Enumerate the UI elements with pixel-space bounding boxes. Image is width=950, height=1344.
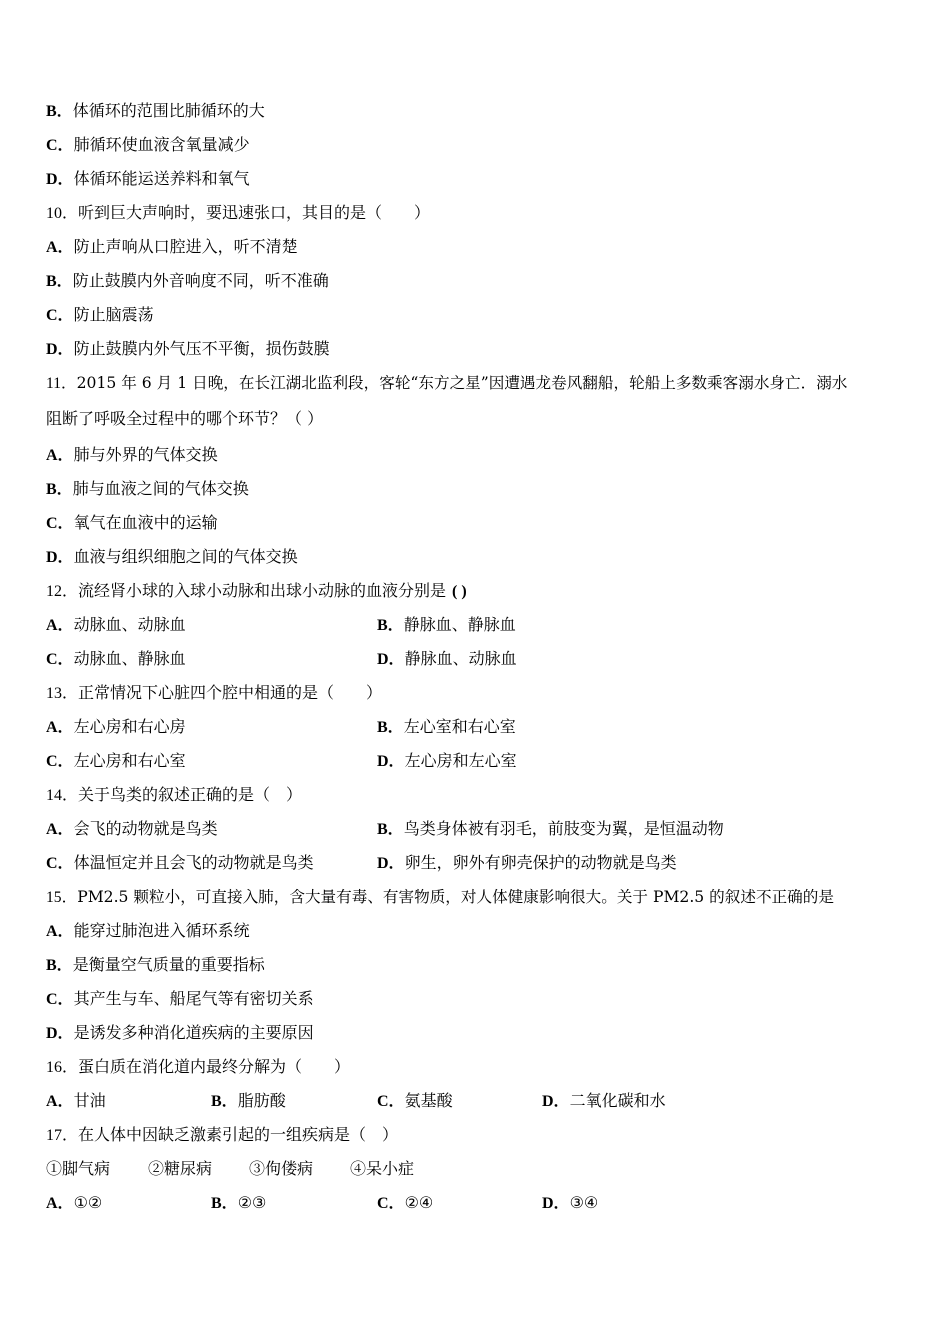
option-text: 血液与组织细胞之间的气体交换 bbox=[73, 547, 298, 566]
option-text: 能穿过肺泡进入循环系统 bbox=[73, 921, 250, 940]
q14-stem bbox=[46, 778, 302, 812]
q16-option-d bbox=[542, 1084, 666, 1118]
q11-stem-line2 bbox=[46, 402, 323, 436]
option-text: ③④ bbox=[569, 1193, 599, 1212]
question-number: 12． bbox=[46, 583, 79, 600]
option-label: C． bbox=[377, 1195, 405, 1212]
option-label: A． bbox=[46, 923, 74, 940]
option-text: 体温恒定并且会飞的动物就是鸟类 bbox=[73, 853, 314, 872]
q14-option-a bbox=[46, 812, 218, 846]
question-text: 在人体中因缺乏激素引起的一组疾病是（ ） bbox=[78, 1125, 399, 1144]
q15-option-c bbox=[46, 982, 314, 1016]
question-text: 听到巨大声响时，要迅速张口，其目的是（ ） bbox=[78, 203, 431, 222]
option-label: C． bbox=[46, 137, 74, 154]
question-text: PM2.5 颗粒小，可直接入肺，含大量有毒、有害物质，对人体健康影响很大。关于 PM2.5 的叙述不正确的是 bbox=[77, 888, 834, 906]
q9-option-b bbox=[46, 94, 265, 128]
option-label: A． bbox=[46, 447, 74, 464]
q17-option-d bbox=[542, 1186, 598, 1220]
option-label: C． bbox=[46, 855, 74, 872]
option-label: C． bbox=[377, 1093, 405, 1110]
question-text: 正常情况下心脏四个腔中相通的是（ ） bbox=[78, 683, 383, 702]
q15-stem bbox=[46, 880, 834, 914]
q10-option-b bbox=[46, 264, 329, 298]
q12-option-d bbox=[377, 642, 517, 676]
option-text: 氨基酸 bbox=[404, 1091, 453, 1110]
q17-stem bbox=[46, 1118, 398, 1152]
question-text: 流经肾小球的入球小动脉和出球小动脉的血液分别是 bbox=[78, 581, 447, 600]
q16-option-a bbox=[46, 1084, 106, 1118]
q15-option-a bbox=[46, 914, 250, 948]
q10-option-a bbox=[46, 230, 298, 264]
question-text: 关于鸟类的叙述正确的是（ ） bbox=[78, 785, 303, 804]
option-label: B． bbox=[377, 617, 404, 634]
option-label: D． bbox=[46, 171, 74, 188]
disease-item: ②糖尿病 bbox=[148, 1159, 213, 1178]
q13-option-c bbox=[46, 744, 186, 778]
option-label: B． bbox=[46, 481, 73, 498]
option-text: 其产生与车、船尾气等有密切关系 bbox=[73, 989, 314, 1008]
q14-option-b bbox=[377, 812, 724, 846]
option-text: 是衡量空气质量的重要指标 bbox=[72, 955, 265, 974]
q11-option-d bbox=[46, 540, 298, 574]
option-label: B． bbox=[211, 1195, 238, 1212]
disease-item: ①脚气病 bbox=[46, 1159, 111, 1178]
option-text: 甘油 bbox=[73, 1091, 106, 1110]
option-label: A． bbox=[46, 719, 74, 736]
question-number: 15． bbox=[46, 889, 78, 906]
q11-option-a bbox=[46, 438, 218, 472]
option-label: B． bbox=[46, 103, 73, 120]
q17-item-2 bbox=[148, 1152, 212, 1186]
option-label: C． bbox=[46, 515, 74, 532]
option-label: A． bbox=[46, 239, 74, 256]
question-number: 17． bbox=[46, 1127, 79, 1144]
q12-option-a bbox=[46, 608, 186, 642]
disease-item: ③佝偻病 bbox=[249, 1159, 314, 1178]
option-label: B． bbox=[377, 719, 404, 736]
option-text: ①② bbox=[73, 1193, 103, 1212]
option-text: 体循环能运送养料和氧气 bbox=[73, 169, 250, 188]
q12-option-b bbox=[377, 608, 516, 642]
q10-option-c bbox=[46, 298, 154, 332]
q17-item-4 bbox=[350, 1152, 414, 1186]
option-text: 肺循环使血液含氧量减少 bbox=[73, 135, 250, 154]
option-label: D． bbox=[46, 1025, 74, 1042]
option-text: 鸟类身体被有羽毛，前肢变为翼，是恒温动物 bbox=[403, 819, 724, 838]
question-text-continued: 阻断了呼吸全过程中的哪个环节？（ ） bbox=[46, 409, 324, 428]
option-label: B． bbox=[46, 273, 73, 290]
q10-stem bbox=[46, 196, 430, 230]
q14-option-d bbox=[377, 846, 677, 880]
option-label: C． bbox=[46, 753, 74, 770]
option-text: ②③ bbox=[237, 1193, 267, 1212]
option-text: 脂肪酸 bbox=[237, 1091, 286, 1110]
q13-stem bbox=[46, 676, 382, 710]
option-label: B． bbox=[377, 821, 404, 838]
option-label: B． bbox=[46, 957, 73, 974]
option-text: 卵生，卵外有卵壳保护的动物就是鸟类 bbox=[404, 853, 677, 872]
q13-option-a bbox=[46, 710, 186, 744]
option-label: D． bbox=[377, 855, 405, 872]
option-text: 会飞的动物就是鸟类 bbox=[73, 819, 218, 838]
option-text: 左心房和右心室 bbox=[73, 751, 186, 770]
q17-option-b bbox=[211, 1186, 266, 1220]
q15-option-d bbox=[46, 1016, 314, 1050]
disease-item: ④呆小症 bbox=[350, 1159, 415, 1178]
option-label: D． bbox=[377, 753, 405, 770]
option-label: D． bbox=[46, 341, 74, 358]
question-number: 14． bbox=[46, 787, 79, 804]
option-label: C． bbox=[46, 651, 74, 668]
option-text: 左心房和右心房 bbox=[73, 717, 186, 736]
option-text: 肺与血液之间的气体交换 bbox=[72, 479, 249, 498]
q17-option-c bbox=[377, 1186, 433, 1220]
option-label: A． bbox=[46, 1195, 74, 1212]
question-number: 11． bbox=[46, 375, 77, 392]
q17-option-a bbox=[46, 1186, 102, 1220]
option-label: A． bbox=[46, 1093, 74, 1110]
q17-item-3 bbox=[249, 1152, 313, 1186]
q12-option-c bbox=[46, 642, 186, 676]
q11-option-b bbox=[46, 472, 249, 506]
q16-option-c bbox=[377, 1084, 453, 1118]
option-text: 体循环的范围比肺循环的大 bbox=[72, 101, 265, 120]
option-text: ②④ bbox=[404, 1193, 434, 1212]
question-number: 10． bbox=[46, 205, 79, 222]
option-text: 二氧化碳和水 bbox=[569, 1091, 666, 1110]
q13-option-b bbox=[377, 710, 516, 744]
q14-option-c bbox=[46, 846, 314, 880]
option-label: B． bbox=[211, 1093, 238, 1110]
question-text: 2015 年 6 月 1 日晚，在长江湖北监利段，客轮“东方之星”因遭遇龙卷风翻船，轮船上多数乘客溺水身亡．溺水 bbox=[76, 374, 848, 392]
option-label: A． bbox=[46, 617, 74, 634]
option-text: 是诱发多种消化道疾病的主要原因 bbox=[73, 1023, 314, 1042]
q16-option-b bbox=[211, 1084, 286, 1118]
option-text: 左心房和左心室 bbox=[404, 751, 517, 770]
option-text: 氧气在血液中的运输 bbox=[73, 513, 218, 532]
option-text: 动脉血、静脉血 bbox=[73, 649, 186, 668]
question-text: 蛋白质在消化道内最终分解为（ ） bbox=[78, 1057, 351, 1076]
option-text: 动脉血、动脉血 bbox=[73, 615, 186, 634]
option-label: D． bbox=[542, 1195, 570, 1212]
question-number: 16． bbox=[46, 1059, 79, 1076]
option-text: 肺与外界的气体交换 bbox=[73, 445, 218, 464]
q16-stem bbox=[46, 1050, 350, 1084]
option-label: D． bbox=[377, 651, 405, 668]
q12-stem bbox=[46, 574, 467, 608]
option-label: C． bbox=[46, 991, 74, 1008]
q9-option-c bbox=[46, 128, 250, 162]
option-label: D． bbox=[542, 1093, 570, 1110]
q15-option-b bbox=[46, 948, 265, 982]
q17-item-1 bbox=[46, 1152, 110, 1186]
answer-paren: ( ) bbox=[452, 583, 467, 600]
q13-option-d bbox=[377, 744, 517, 778]
option-text: 防止脑震荡 bbox=[73, 305, 154, 324]
question-number: 13． bbox=[46, 685, 79, 702]
option-text: 静脉血、动脉血 bbox=[404, 649, 517, 668]
q10-option-d bbox=[46, 332, 330, 366]
option-text: 静脉血、静脉血 bbox=[403, 615, 516, 634]
q9-option-d bbox=[46, 162, 250, 196]
option-text: 防止鼓膜内外音响度不同，听不准确 bbox=[72, 271, 329, 290]
option-label: C． bbox=[46, 307, 74, 324]
option-label: A． bbox=[46, 821, 74, 838]
option-label: D． bbox=[46, 549, 74, 566]
q11-stem-line1 bbox=[46, 366, 847, 400]
option-text: 防止声响从口腔进入，听不清楚 bbox=[73, 237, 298, 256]
option-text: 防止鼓膜内外气压不平衡，损伤鼓膜 bbox=[73, 339, 330, 358]
option-text: 左心室和右心室 bbox=[403, 717, 516, 736]
q11-option-c bbox=[46, 506, 218, 540]
